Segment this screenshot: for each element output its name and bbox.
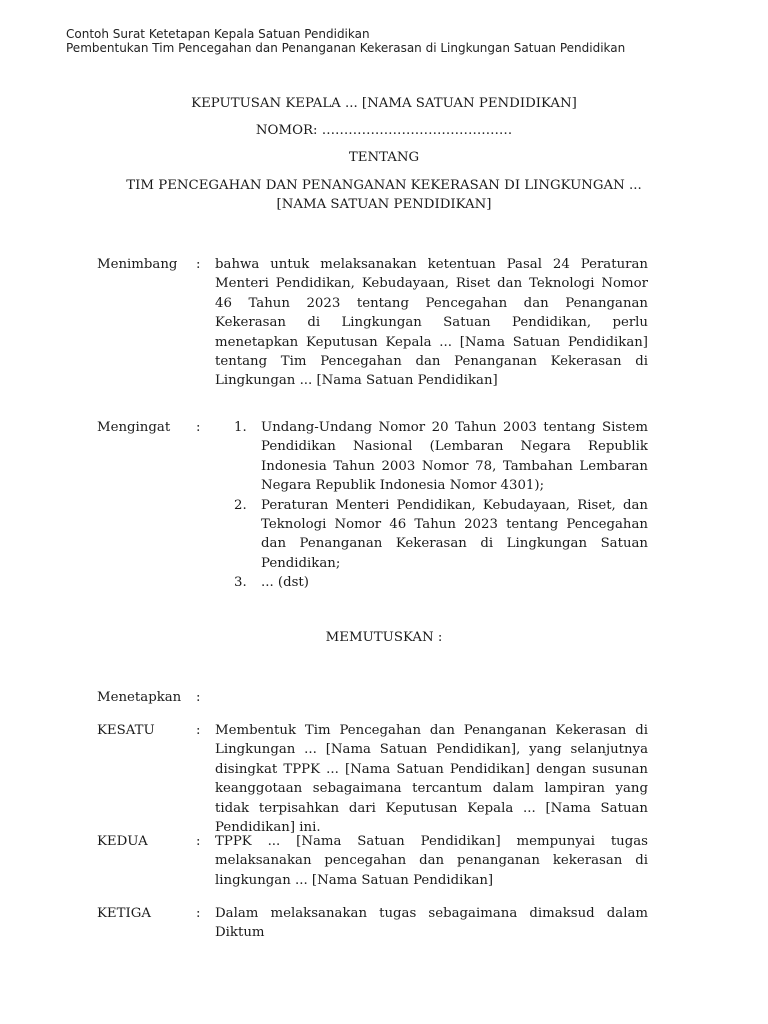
list-item-text: Peraturan Menteri Pendidikan, Kebudayaan, Riset, dan Teknologi Nomor 46 Tahun 2023 tentang Pencegahan dan Penanganan Kekerasan di Lingkungan Satuan Pendidikan; — [261, 497, 648, 571]
document-title: KEPUTUSAN KEPALA ... [NAMA SATUAN PENDIDIKAN] — [191, 96, 577, 111]
kedua-label: KEDUA — [97, 834, 148, 849]
kesatu-text: Membentuk Tim Pencegahan dan Penanganan Kekerasan di Lingkungan ... [Nama Satuan Pendidikan], yang selanjutnya disingkat TPPK ... [Nama Satuan Pendidikan] dengan susunan keanggotaan sebagaimana tercantum dalam lampiran yang tidak terpisahkan dari Keputusan Kepala ... [Nama Satuan Pendidikan] ini. — [215, 723, 648, 836]
page-header-subtitle: Pembentukan Tim Pencegahan dan Penanganan Kekerasan di Lingkungan Satuan Pendidikan — [66, 41, 626, 55]
mengingat-label: Mengingat — [97, 420, 171, 435]
list-item-text: Undang-Undang Nomor 20 Tahun 2003 tentang Sistem Pendidikan Nasional (Lembaran Negara Republik Indonesia Tahun 2003 Nomor 78, Tambahan Lembaran Negara Republik Indonesia Nomor 4301); — [261, 420, 648, 494]
list-item-number: 1. — [234, 420, 247, 435]
menimbang-text: bahwa untuk melaksanakan ketentuan Pasal 24 Peraturan Menteri Pendidikan, Kebudayaan, Riset dan Teknologi Nomor 46 Tahun 2023 tentang Pencegahan dan Penanganan Kekerasan di Lingkungan Satuan Pendidikan, perlu menetapkan Keputusan Kepala ... [Nama Satuan Pendidikan] tentang Tim Pencegahan dan Penanganan Kekerasan di Lingkungan ... [Nama Satuan Pendidikan] — [215, 257, 648, 389]
menetapkan-colon: : — [196, 690, 201, 705]
kesatu-colon: : — [196, 723, 201, 738]
kesatu-label: KESATU — [97, 723, 155, 738]
mengingat-colon: : — [196, 420, 201, 435]
ketiga-text: Dalam melaksanakan tugas sebagaimana dimaksud dalam Diktum — [215, 906, 648, 941]
document-tentang: TENTANG — [348, 150, 420, 165]
menimbang-label: Menimbang — [97, 257, 178, 272]
menimbang-colon: : — [196, 257, 201, 272]
kedua-text: TPPK ... [Nama Satuan Pendidikan] mempunyai tugas melaksanakan pencegahan dan penanganan kekerasan di lingkungan ... [Nama Satuan Pendidikan] — [215, 834, 648, 888]
list-item — [234, 573, 648, 592]
list-item-text: ... (dst) — [261, 575, 309, 591]
document-number: NOMOR: ……………………………………. — [255, 123, 513, 138]
list-item-number: 3. — [234, 575, 247, 591]
ketiga-label: KETIGA — [97, 906, 151, 921]
memutuskan-heading: MEMUTUSKAN : — [325, 630, 443, 645]
kedua-colon: : — [196, 834, 201, 849]
page-header-title: Contoh Surat Ketetapan Kepala Satuan Pendidikan — [66, 27, 370, 41]
list-item — [234, 496, 648, 574]
menetapkan-label: Menetapkan — [97, 690, 182, 705]
list-item-number: 2. — [234, 497, 247, 513]
document-subject: TIM PENCEGAHAN DAN PENANGANAN KEKERASAN DI LINGKUNGAN ... [NAMA SATUAN PENDIDIKAN] — [126, 178, 642, 212]
list-item — [234, 418, 648, 496]
ketiga-colon: : — [196, 906, 201, 921]
mengingat-list — [234, 418, 648, 593]
